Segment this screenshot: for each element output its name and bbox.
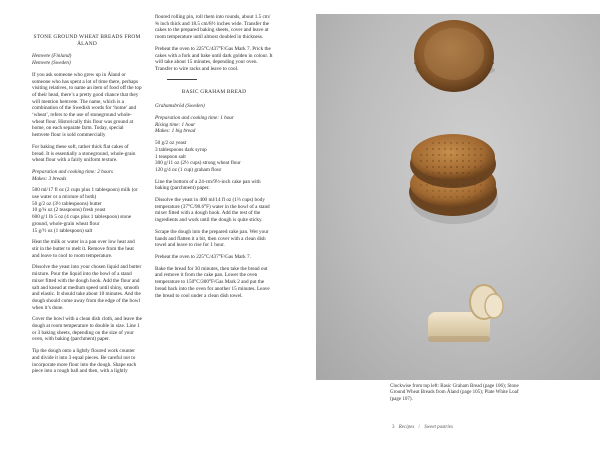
ingredient: 500 ml/17 fl oz (2 cups plus 1 tablespoon) milk (or use water or a mixture of both) [32,187,138,201]
method-paragraph: floured rolling pin, roll them into rounds, about 1.5 cm/⅝ inch thick and 18.5 cm/8½ inches wide. Transfer the cakes to the prepared baking sheets, cover and leave at room temperature until almost doubled in thickness. [155,14,271,41]
page-footer [392,425,456,430]
ingredient: 1 teaspoon salt [155,153,186,160]
ingredient: 15 g/½ oz (1 tablespoon) salt [32,227,93,234]
ingredient: 120 g/4 oz (1 cup) graham flour [155,166,222,173]
footer-separator: / [418,425,420,430]
method-paragraph: Dissolve the yeast into your chosen liquid and butter mixture. Pour the liquid into the bowl of a stand mixer fitted with the dough hook. Add the flour and salt and knead at medium speed until shiny, smooth and elastic. It should take about 10 minutes. And the dough should come away from the edge of the bowl when it’s done. [32,264,142,311]
graham-bread-image [414,20,495,92]
photo-caption: Clockwise from top left: Basic Graham Bread (page 106); Stone Ground Wheat Breads from Åland (page 105); Plate White Loaf (page 107). [390,384,519,402]
intro-paragraph: If you ask someone who grew up in Åland or someone who has spent a lot of time there, perhaps visiting relatives, to name an item of food off the top of their head, there’s a pretty good chance that they will mention hemvete. The name, which is a combination of the Swedish words for ‘home’ and ‘wheat’, refers to the use of stoneground whole-wheat flour. Historically this flour was ground at home, on each separate farm. Today, special hemvete flour is sold commercially [32,71,142,139]
ingredient: 50 g/2 oz yeast [155,140,187,147]
page-number: 3 [392,425,395,430]
recipe-title: BASIC GRAHAM BREAD [181,88,247,95]
recipe-prep-info [32,169,142,182]
local-name: Hemvete (Sweden) [32,60,71,67]
recipe-local-names [32,53,142,66]
method-paragraph: Line the bottom of a 24-cm/9½-inch cake pan with baking (parchment) paper. [155,178,261,192]
wheat-breads-image [409,134,498,224]
recipe-local-name: Grahamsbröd (Sweden) [155,103,205,110]
ingredient: 50 g/2 oz (3½ tablespoons) butter [32,200,102,207]
local-name: Hemvete (Finland) [32,53,72,60]
recipe-prep-info [155,115,273,135]
white-loaf-image [428,285,503,342]
left-column [32,34,142,380]
method-paragraph: Preheat the oven to 225°C/437°F/Gas Mark 7. [155,253,251,260]
bread-photo [316,14,600,380]
method-paragraph: Scrape the dough into the prepared cake pan. Wet your hands and flatten it a bit, then cover with a clean dish towel and leave to rise for 1 hour. [155,228,269,249]
prep-line: Preparation and cooking time: 1 hour [155,115,234,122]
method-paragraph: Bake the bread for 30 minutes, then take the bread out and remove it from the cake pan. Lower the oven temperature to 150°C/300°F/Gas Mark 2 and put the bread back into the oven for another 15 minutes. Leave the bread to cool under a clean dish towel. [155,265,270,299]
method-paragraph: Dissolve the yeast in 400 ml/14 fl oz (1⅔ cups) body temperature (37°C/98.6°F) water in the bowl of a stand mixer fitted with a dough hook. Add the rest of the ingredients and work until the dough is quite sticky. [155,197,270,224]
prep-line: Preparation and cooking time: 2 hours [32,168,113,175]
ingredient: 10 g/¼ oz (2 teaspoons) fresh yeast [32,207,106,214]
section-name: Recipes [398,425,415,430]
middle-column [155,14,273,304]
prep-line: Makes: 1 big bread [155,128,196,135]
chapter-name: Sweet pastries [424,425,453,430]
method-paragraph: Tip the dough onto a lightly floured work counter and divide it into 3 equal pieces. Be careful not to incorporate more flour into the dough. Shape each piece into a rough ball and then, with a lightly [32,348,137,375]
ingredient-list [155,140,273,174]
prep-line: Rising time: 1 hour [155,121,196,128]
ingredient: 3 tablespoons dark syrup [155,146,207,153]
prep-line: Makes: 3 breads [32,175,67,182]
recipe-title: STONE GROUND WHEAT BREADS FROM ÅLAND [33,34,141,47]
ingredient: 600 g/1 lb 5 oz (4 cups plus 1 tablespoon) stone ground, whole-grain wheat flour [32,214,132,227]
method-paragraph: Cover the bowl with a clean dish cloth, and leave the dough at room temperature to double in size. Line 1 or 3 baking sheets, depending on the size of your oven, with baking (parchment) paper. [32,316,142,343]
ingredient: 300 g/11 oz (2½ cups) strong wheat flour [155,160,241,167]
method-paragraph: Heat the milk or water in a pan over low heat and stir in the butter to melt it. Remove from the heat and leave to cool to room temperature. [32,239,135,259]
intro-paragraph: For baking these soft, rather thick flat cakes of bread. It is essentially a stoneground, whole-grain wheat flour with a fairly uniform texture. [32,143,136,164]
section-divider [167,79,197,80]
method-paragraph: Preheat the oven to 225°C/437°F/Gas Mark 7. Prick the cakes with a fork and bake until dark golden in colour. It will take about 15 minutes, depending your oven. Transfer to wire racks and leave to cool. [155,45,273,72]
ingredient-list [32,187,142,234]
